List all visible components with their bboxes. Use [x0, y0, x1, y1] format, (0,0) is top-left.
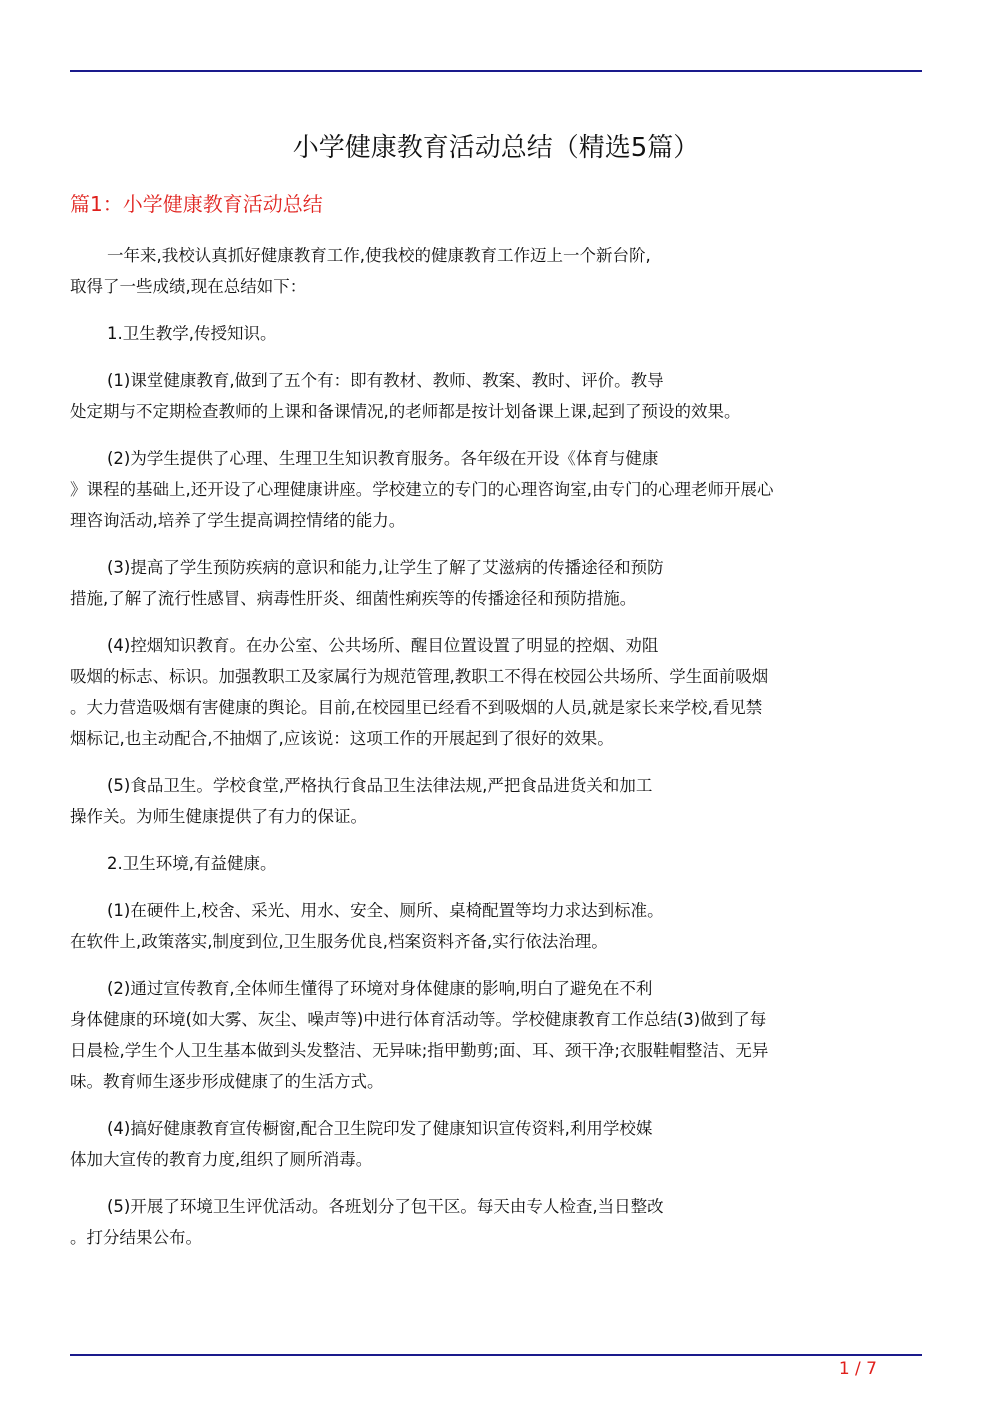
header-rule: [70, 70, 922, 72]
paragraph-line: 一年来,我校认真抓好健康教育工作,使我校的健康教育工作迈上一个新台阶,: [107, 246, 651, 265]
paragraph-line: 操作关。为师生健康提供了有力的保证。: [70, 807, 367, 826]
document-body: [70, 240, 922, 1269]
paragraph-line: 。大力营造吸烟有害健康的舆论。目前,在校园里已经看不到吸烟的人员,就是家长来学校,看见禁: [70, 698, 763, 717]
paragraph-line: 日晨检,学生个人卫生基本做到头发整洁、无异味;指甲勤剪;面、耳、颈干净;衣服鞋帽整洁、无异: [70, 1041, 769, 1060]
paragraph-line: 处定期与不定期检查教师的上课和备课情况,的老师都是按计划备课上课,起到了预设的效果。: [70, 402, 741, 421]
paragraph-line: 措施,了解了流行性感冒、病毒性肝炎、细菌性痢疾等的传播途径和预防措施。: [70, 589, 637, 608]
paragraph-line: 烟标记,也主动配合,不抽烟了,应该说：这项工作的开展起到了很好的效果。: [70, 729, 614, 748]
paragraph: [70, 848, 922, 879]
section-heading: 篇1：小学健康教育活动总结: [70, 192, 323, 216]
paragraph-line: (2)通过宣传教育,全体师生懂得了环境对身体健康的影响,明白了避免在不利: [107, 979, 653, 998]
paragraph-line: 理咨询活动,培养了学生提高调控情绪的能力。: [70, 511, 406, 530]
paragraph: [70, 1113, 922, 1175]
paragraph-line: (1)课堂健康教育,做到了五个有：即有教材、教师、教案、教时、评价。教导: [107, 371, 664, 390]
paragraph-line: 在软件上,政策落实,制度到位,卫生服务优良,档案资料齐备,实行依法治理。: [70, 932, 608, 951]
footer-rule: [70, 1354, 922, 1356]
paragraph: [70, 973, 922, 1097]
paragraph-line: 1.卫生教学,传授知识。: [107, 324, 277, 343]
paragraph: [70, 240, 922, 302]
paragraph: [70, 770, 922, 832]
paragraph-line: (4)控烟知识教育。在办公室、公共场所、醒目位置设置了明显的控烟、劝阻: [107, 636, 659, 655]
paragraph-line: 》课程的基础上,还开设了心理健康讲座。学校建立的专门的心理咨询室,由专门的心理老师开展心: [70, 480, 774, 499]
paragraph-line: 。打分结果公布。: [70, 1228, 202, 1247]
paragraph-line: 2.卫生环境,有益健康。: [107, 854, 277, 873]
document-title: 小学健康教育活动总结（精选5篇）: [292, 133, 700, 163]
paragraph: [70, 895, 922, 957]
paragraph-line: (1)在硬件上,校舍、采光、用水、安全、厕所、桌椅配置等均力求达到标准。: [107, 901, 664, 920]
paragraph-line: (4)搞好健康教育宣传橱窗,配合卫生院印发了健康知识宣传资料,利用学校媒: [107, 1119, 653, 1138]
paragraph: [70, 630, 922, 754]
paragraph-line: 吸烟的标志、标识。加强教职工及家属行为规范管理,教职工不得在校园公共场所、学生面前吸烟: [70, 667, 769, 686]
paragraph-line: (2)为学生提供了心理、生理卫生知识教育服务。各年级在开设《体育与健康: [107, 449, 659, 468]
paragraph-line: 味。教育师生逐步形成健康了的生活方式。: [70, 1072, 384, 1091]
page-number: 1 / 7: [838, 1359, 877, 1379]
paragraph-line: 取得了一些成绩,现在总结如下：: [70, 277, 307, 296]
paragraph-line: (5)开展了环境卫生评优活动。各班划分了包干区。每天由专人检查,当日整改: [107, 1197, 664, 1216]
paragraph: [70, 365, 922, 427]
paragraph: [70, 1191, 922, 1253]
paragraph-line: 身体健康的环境(如大雾、灰尘、噪声等)中进行体育活动等。学校健康教育工作总结(3)做到了每: [70, 1010, 767, 1029]
paragraph: [70, 443, 922, 536]
paragraph: [70, 318, 922, 349]
paragraph: [70, 552, 922, 614]
paragraph-line: (5)食品卫生。学校食堂,严格执行食品卫生法律法规,严把食品进货关和加工: [107, 776, 653, 795]
paragraph-line: (3)提高了学生预防疾病的意识和能力,让学生了解了艾滋病的传播途径和预防: [107, 558, 664, 577]
paragraph-line: 体加大宣传的教育力度,组织了厕所消毒。: [70, 1150, 373, 1169]
